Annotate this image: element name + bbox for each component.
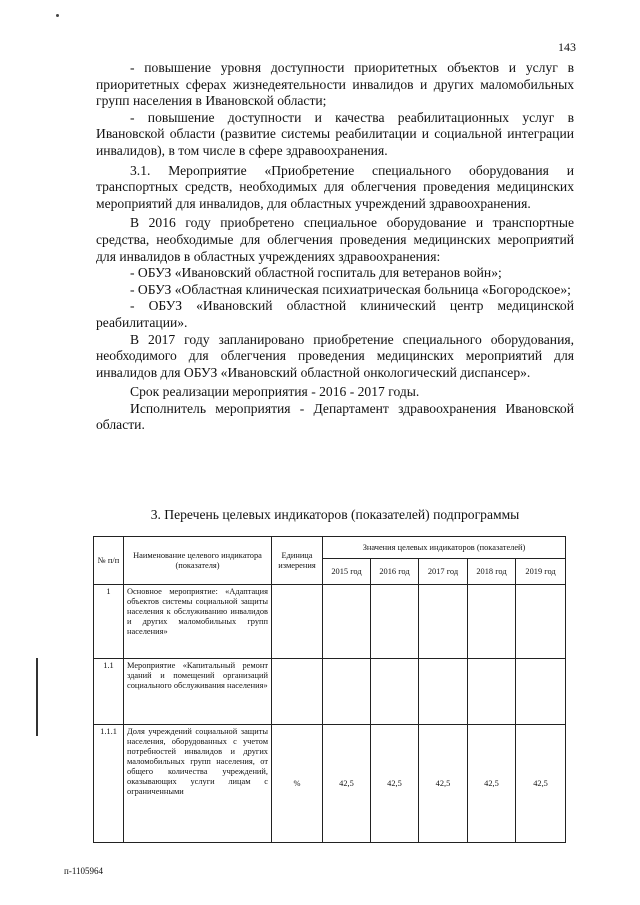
header-year: 2019 год: [516, 559, 566, 585]
row-value: [371, 585, 419, 659]
row-value: [516, 585, 566, 659]
row-value: [419, 659, 468, 725]
row-name: Мероприятие «Капитальный ремонт зданий и помещений организаций социального обслуживания населения»: [124, 659, 272, 725]
row-value: 42,5: [468, 725, 516, 843]
row-num: 1: [94, 585, 124, 659]
paragraph: В 2016 году приобретено специальное оборудование и транспортные средства, необходимые для облегчения проведения медицинских мероприятий для инвалидов в областных учреждениях здравоохранения:: [96, 215, 574, 264]
row-unit: [272, 659, 323, 725]
margin-mark: [36, 658, 38, 736]
table-row: [94, 585, 566, 659]
section-title: 3. Перечень целевых индикаторов (показателей) подпрограммы: [150, 507, 520, 522]
row-num: 1.1: [94, 659, 124, 725]
footer-code: п-1105964: [64, 866, 103, 876]
header-unit: Единица измерения: [272, 537, 323, 585]
body-text: [96, 60, 574, 434]
row-value: [468, 659, 516, 725]
paragraph: - повышение уровня доступности приоритетных объектов и услуг в приоритетных сферах жизнедеятельности инвалидов и других маломобильных групп населения в Ивановской области;: [96, 60, 574, 109]
row-value: 42,5: [323, 725, 371, 843]
row-value: [419, 585, 468, 659]
row-value: [323, 585, 371, 659]
header-year: 2018 год: [468, 559, 516, 585]
page-number: 143: [558, 40, 576, 54]
row-value: 42,5: [371, 725, 419, 843]
paragraph: Срок реализации мероприятия - 2016 - 2017 годы.: [130, 384, 420, 400]
table-row: [94, 659, 566, 725]
row-value: [468, 585, 516, 659]
row-name: Доля учреждений социальной защиты населения, оборудованных с учетом потребностей инвалидов и других маломобильных групп населения, от общего количества учреждений, оказывающих услуги лицам с ограниченными: [124, 725, 272, 843]
row-value: 42,5: [419, 725, 468, 843]
paragraph: - повышение доступности и качества реабилитационных услуг в Ивановской области (развитие системы реабилитации и социальной интеграции инвалидов), в том числе в сфере здравоохранения.: [96, 109, 574, 158]
row-name: Основное мероприятие: «Адаптация объектов системы социальной защиты населения к обслуживанию инвалидов и других маломобильных групп населения»: [124, 585, 272, 659]
row-value: [371, 659, 419, 725]
row-value: [516, 659, 566, 725]
row-unit: [272, 585, 323, 659]
paragraph: Исполнитель мероприятия - Департамент здравоохранения Ивановской области.: [96, 400, 574, 433]
paragraph: В 2017 году запланировано приобретение специального оборудования, необходимого для облегчения проведения медицинских мероприятий для инвалидов для ОБУЗ «Ивановский областной онкологический диспансер».: [96, 331, 574, 380]
row-value: [323, 659, 371, 725]
paragraph: - ОБУЗ «Ивановский областной госпиталь для ветеранов войн»;: [130, 265, 502, 281]
header-name: Наименование целевого индикатора (показателя): [124, 537, 272, 585]
row-num: 1.1.1: [94, 725, 124, 843]
header-year: 2017 год: [419, 559, 468, 585]
paragraph: - ОБУЗ «Ивановский областной клинический центр медицинской реабилитации».: [96, 298, 574, 330]
paragraph: 3.1. Мероприятие «Приобретение специального оборудования и транспортных средств, необходимых для облегчения проведения медицинских мероприятий для инвалидов, для областных учреждений здравоохранения.: [96, 162, 574, 211]
header-year: 2015 год: [323, 559, 371, 585]
header-values-group: Значения целевых индикаторов (показателей): [323, 537, 566, 559]
paragraph: - ОБУЗ «Областная клиническая психиатрическая больница «Богородское»;: [130, 281, 571, 297]
header-year: 2016 год: [371, 559, 419, 585]
row-value: 42,5: [516, 725, 566, 843]
scan-dot: [56, 14, 59, 17]
table-row: [94, 725, 566, 843]
header-num: № п/п: [94, 537, 124, 585]
indicators-table: [93, 536, 566, 843]
row-unit: %: [272, 725, 323, 843]
